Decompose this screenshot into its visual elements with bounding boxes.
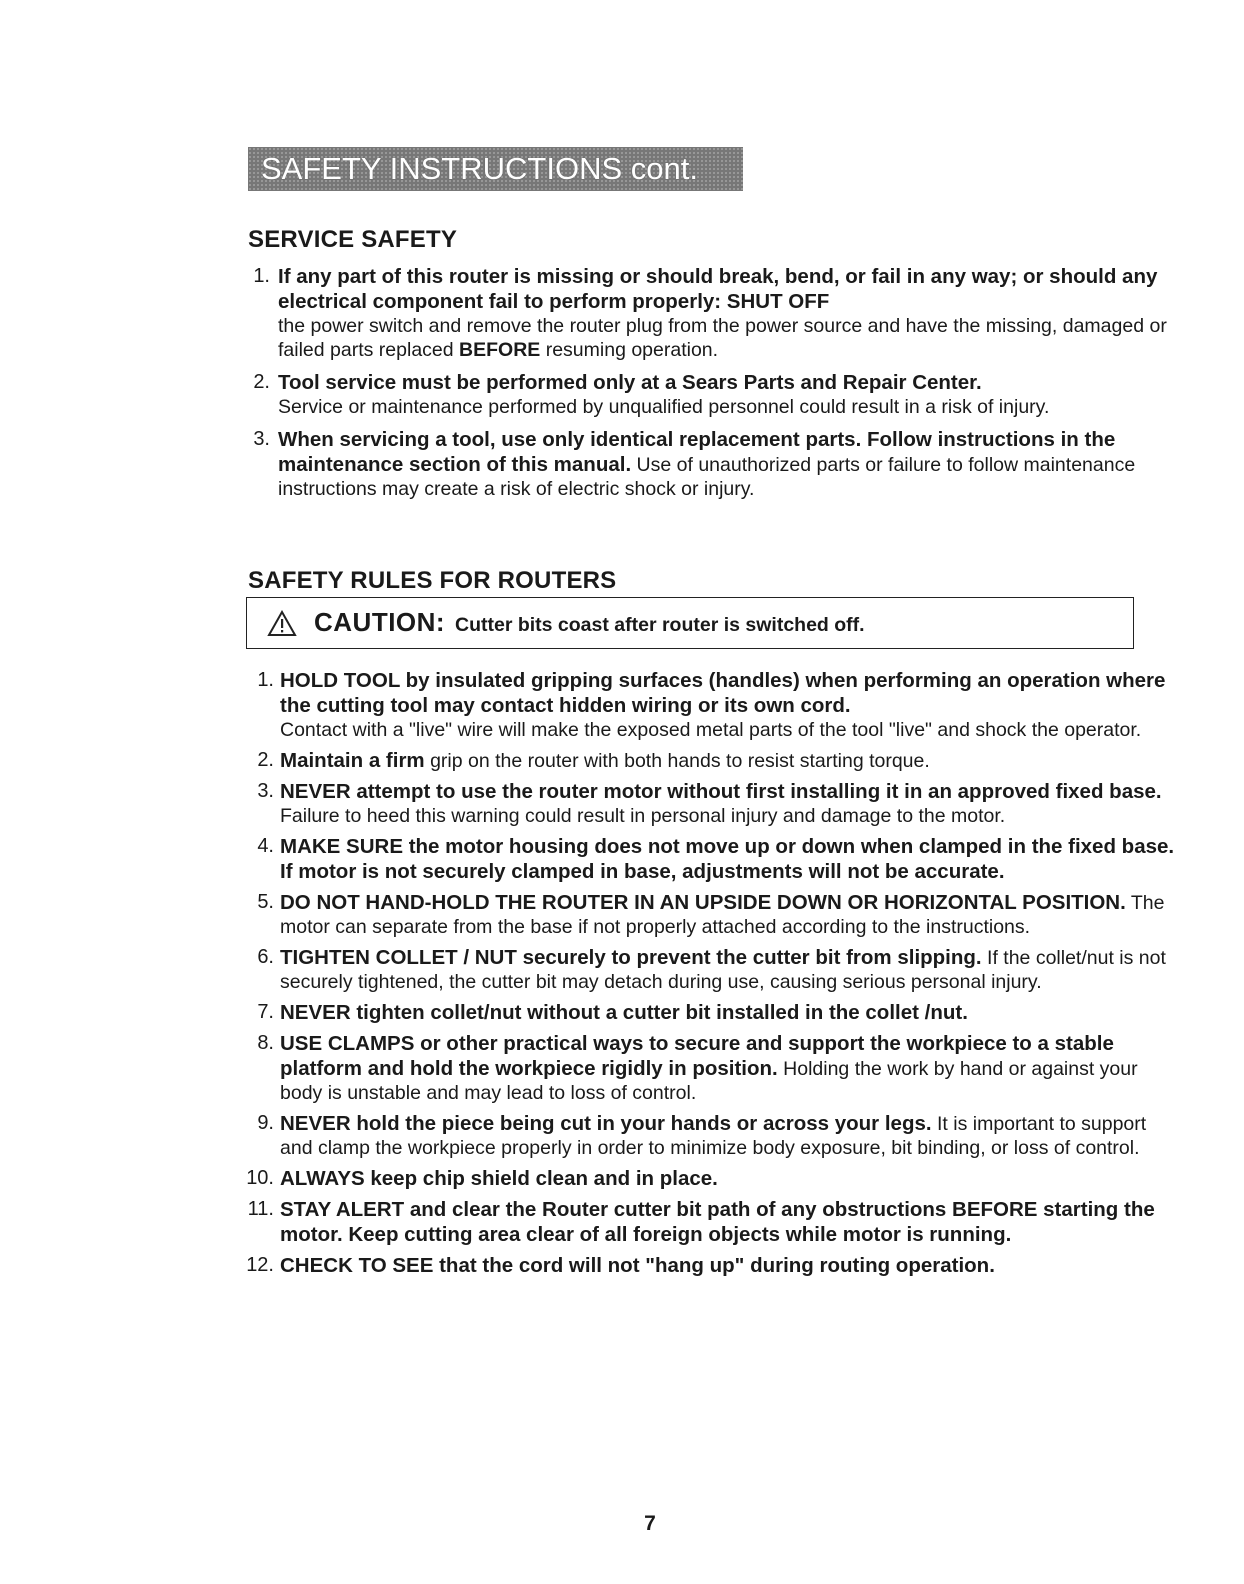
- item-lead-text: Tool service must be performed only at a Sears Parts and Repair Center.: [278, 371, 982, 394]
- item-body-text: Service or maintenance performed by unqualified personnel could result in a risk of injury.: [278, 396, 1050, 418]
- item-body-text: If the collet/nut is not securely tightened, the cutter bit may detach during use, causing serious personal injury.: [280, 947, 1166, 993]
- caution-box: [246, 597, 1134, 649]
- item-number: 1.: [253, 265, 270, 287]
- item-body-text: Failure to heed this warning could result in personal injury and damage to the motor.: [280, 805, 1006, 827]
- item-lead-text: MAKE SURE the motor housing does not move up or down when clamped in the fixed base. If motor is not securely clamped in base, adjustments will not be accurate.: [280, 835, 1175, 883]
- item-number: 3.: [253, 428, 270, 450]
- list-item: [240, 1253, 1180, 1278]
- list-item: [240, 890, 1180, 939]
- service-safety-heading: SERVICE SAFETY: [248, 226, 458, 253]
- item-number: 5.: [257, 891, 274, 913]
- item-number: 6.: [257, 946, 274, 968]
- list-item: [240, 427, 1170, 501]
- list-item: [240, 945, 1180, 994]
- item-number: 2.: [253, 371, 270, 393]
- page-number: 7: [644, 1512, 656, 1535]
- router-rules-list: [240, 668, 1180, 1284]
- item-lead-text: NEVER attempt to use the router motor without first installing it in an approved fixed base.: [280, 780, 1162, 803]
- item-lead-text: NEVER tighten collet/nut without a cutter bit installed in the collet /nut.: [280, 1001, 968, 1024]
- item-lead-text: NEVER hold the piece being cut in your hands or across your legs.: [280, 1112, 932, 1135]
- section-banner: SAFETY INSTRUCTIONS cont.: [248, 147, 743, 191]
- item-lead-text: Maintain a firm: [280, 749, 425, 772]
- list-item: [240, 1031, 1180, 1105]
- item-body-text: Use of unauthorized parts or failure to follow maintenance instructions may create a risk of electric shock or injury.: [278, 454, 1136, 500]
- list-item: [240, 1000, 1180, 1025]
- list-item: [240, 779, 1180, 828]
- service-safety-list: [240, 264, 1170, 509]
- list-item: [240, 1166, 1180, 1191]
- list-item: [240, 370, 1170, 419]
- list-item: [240, 1111, 1180, 1160]
- item-number: 4.: [257, 835, 274, 857]
- item-lead-text: TIGHTEN COLLET / NUT securely to prevent the cutter bit from slipping.: [280, 946, 982, 969]
- item-lead-text: HOLD TOOL by insulated gripping surfaces (handles) when performing an operation where the cutting tool may contact hidden wiring or its own cord.: [280, 669, 1166, 717]
- item-number: 2.: [257, 749, 274, 771]
- item-lead-text: USE CLAMPS or other practical ways to secure and support the workpiece to a stable platform and hold the workpiece rigidly in position.: [280, 1032, 1114, 1080]
- item-number: 3.: [257, 780, 274, 802]
- item-body-text: Holding the work by hand or against your body is unstable and may lead to loss of control.: [280, 1058, 1138, 1104]
- item-number: 8.: [257, 1032, 274, 1054]
- caution-label: CAUTION:: [314, 607, 446, 637]
- item-body-text: The motor can separate from the base if not properly attached according to the instructions.: [280, 892, 1165, 938]
- item-lead-text: ALWAYS keep chip shield clean and in place.: [280, 1167, 718, 1190]
- list-item: [240, 1197, 1180, 1247]
- item-body-text: It is important to support and clamp the workpiece properly in order to minimize body exposure, bit binding, or loss of control.: [280, 1113, 1147, 1159]
- list-item: [240, 748, 1180, 773]
- warning-triangle-icon: [267, 610, 297, 637]
- item-lead-text: DO NOT HAND-HOLD THE ROUTER IN AN UPSIDE DOWN OR HORIZONTAL POSITION.: [280, 891, 1126, 914]
- item-number: 9.: [257, 1112, 274, 1134]
- item-lead-text: If any part of this router is missing or should break, bend, or fail in any way; or should any electrical component fail to perform properly: SHUT OFF: [278, 265, 1158, 313]
- item-body-text: the power switch and remove the router plug from the power source and have the missing, damaged or failed parts replaced BEFORE resuming operation.: [278, 315, 1167, 361]
- list-item: [240, 834, 1180, 884]
- item-number: 11.: [247, 1198, 274, 1220]
- item-lead-text: STAY ALERT and clear the Router cutter bit path of any obstructions BEFORE starting the motor. Keep cutting area clear of all foreign objects while motor is running.: [280, 1198, 1155, 1246]
- item-number: 10.: [246, 1167, 274, 1189]
- router-rules-heading: SAFETY RULES FOR ROUTERS: [248, 567, 617, 594]
- list-item: [240, 668, 1180, 742]
- item-number: 12.: [246, 1254, 274, 1276]
- item-number: 7.: [257, 1001, 274, 1023]
- list-item: [240, 264, 1170, 362]
- item-number: 1.: [257, 669, 274, 691]
- caution-text: Cutter bits coast after router is switched off.: [455, 614, 865, 636]
- item-body-text: Contact with a "live" wire will make the exposed metal parts of the tool "live" and shock the operator.: [280, 719, 1142, 741]
- item-lead-text: When servicing a tool, use only identical replacement parts. Follow instructions in the maintenance section of this manual.: [278, 428, 1116, 476]
- item-lead-text: CHECK TO SEE that the cord will not "hang up" during routing operation.: [280, 1254, 995, 1277]
- item-body-text: grip on the router with both hands to resist starting torque.: [424, 750, 930, 772]
